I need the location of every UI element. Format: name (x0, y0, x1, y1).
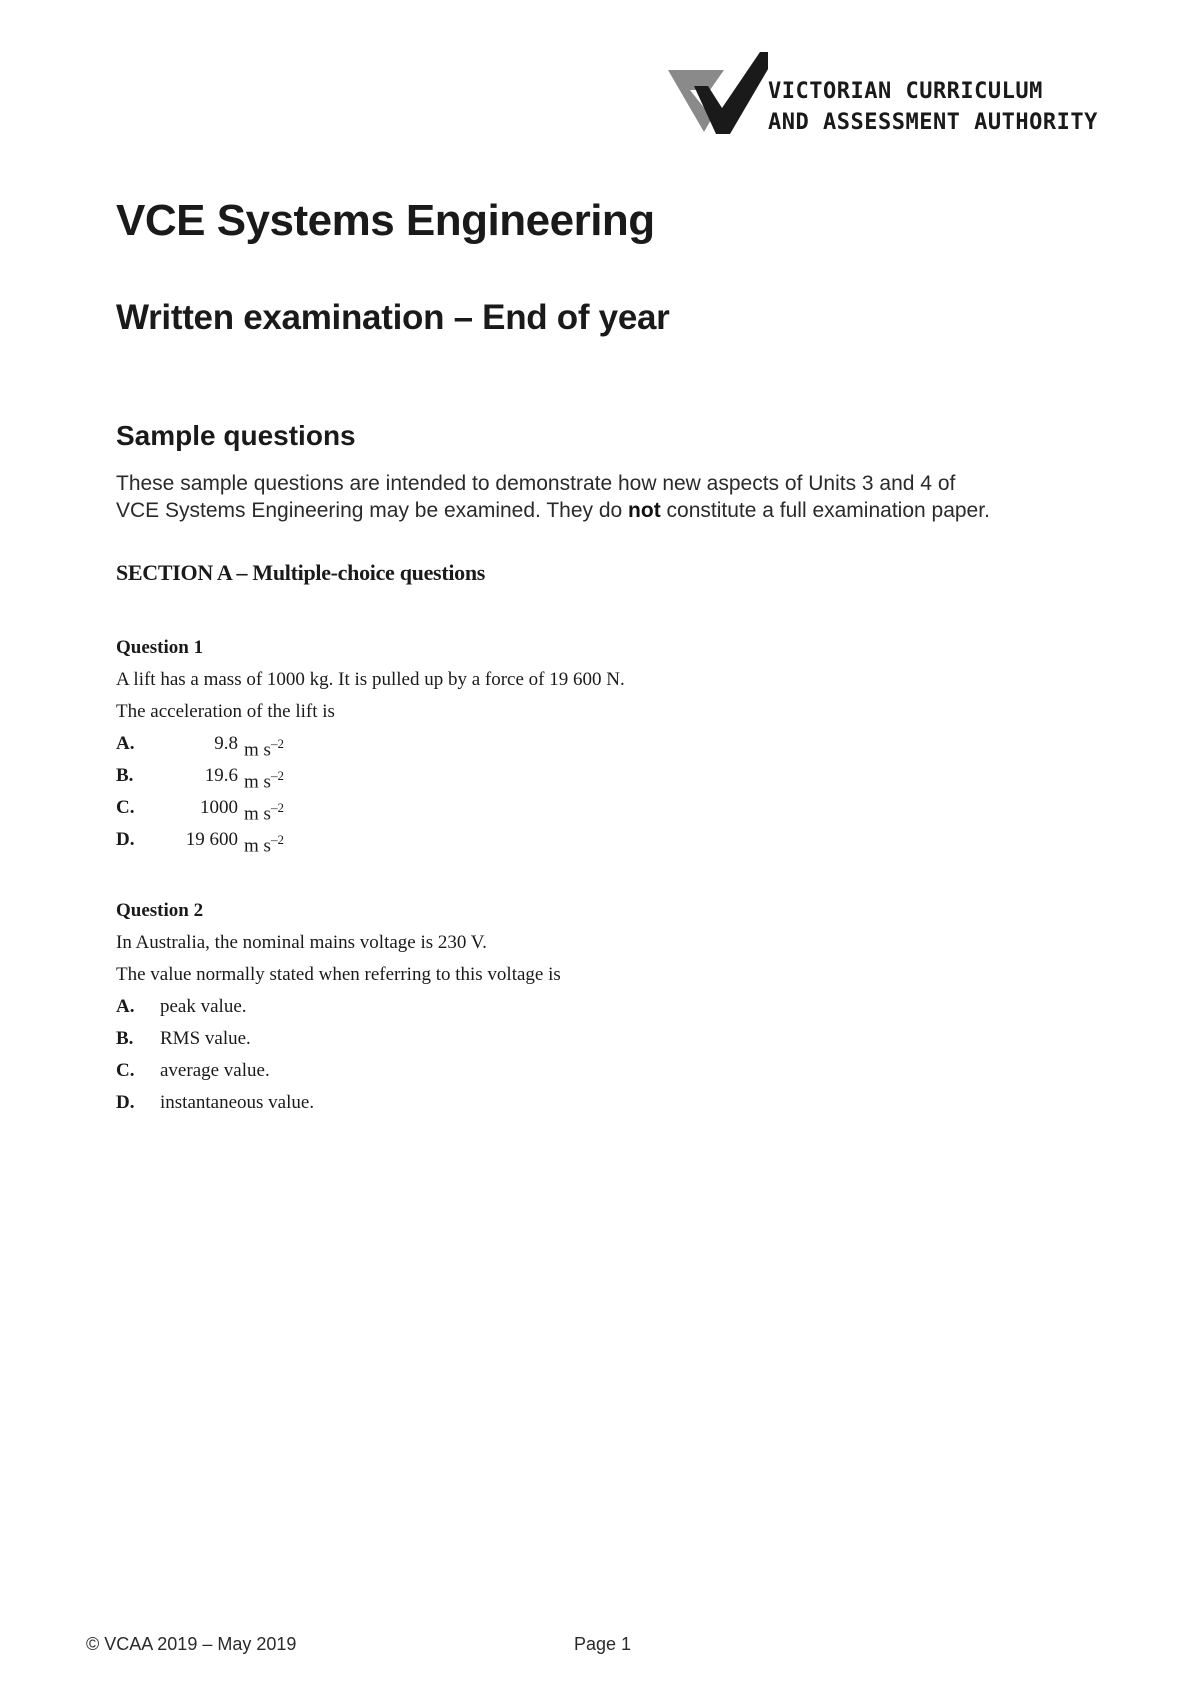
option-value: 1000 (200, 797, 238, 818)
unit-exponent: –2 (270, 832, 284, 847)
option-unit (244, 728, 284, 760)
option-a (116, 728, 1016, 760)
unit-text: m s (244, 739, 271, 761)
unit-text: m s (244, 803, 271, 825)
option-letter: D. (116, 829, 135, 850)
question-prompt: The acceleration of the lift is (116, 701, 335, 722)
section-a-heading: SECTION A – Multiple-choice questions (116, 560, 486, 585)
footer-page-number: Page 1 (574, 1634, 632, 1654)
intro-line-2b: constitute a full examination paper. (660, 499, 990, 522)
option-letter: D. (116, 1092, 135, 1113)
sample-questions-heading: Sample questions (116, 420, 356, 451)
logo-text (768, 76, 1098, 138)
unit-exponent: –2 (270, 736, 284, 751)
question-1 (116, 632, 1016, 856)
option-value: 19 600 (185, 829, 238, 850)
option-text: peak value. (160, 996, 247, 1017)
option-unit (244, 792, 284, 824)
unit-exponent: –2 (270, 768, 284, 783)
option-letter: B. (116, 1028, 134, 1049)
option-unit (244, 824, 284, 856)
logo-line-1: VICTORIAN CURRICULUM (768, 79, 1043, 104)
unit-exponent: –2 (270, 800, 284, 815)
intro-emphasis: not (628, 499, 661, 522)
option-value: 19.6 (204, 765, 238, 786)
option-b (116, 1023, 1016, 1055)
vcaa-logo (668, 52, 1100, 136)
option-letter: B. (116, 765, 134, 786)
option-text: average value. (160, 1060, 270, 1081)
option-letter: C. (116, 797, 135, 818)
logo-line-2: AND ASSESSMENT AUTHORITY (768, 110, 1098, 135)
option-letter: C. (116, 1060, 135, 1081)
question-prompt: The value normally stated when referring to this voltage is (116, 964, 561, 985)
option-a (116, 991, 1016, 1023)
option-b (116, 760, 1016, 792)
intro-line-2a: VCE Systems Engineering may be examined. They do (116, 499, 629, 522)
intro-paragraph (116, 470, 1116, 524)
unit-text: m s (244, 771, 271, 793)
intro-line-1: These sample questions are intended to demonstrate how new aspects of Units 3 and 4 of (116, 472, 956, 495)
question-label: Question 2 (116, 900, 204, 921)
option-text: instantaneous value. (160, 1092, 315, 1113)
option-letter: A. (116, 996, 135, 1017)
document-subtitle: Written examination – End of year (116, 298, 670, 337)
question-stem: A lift has a mass of 1000 kg. It is pulled up by a force of 19 600 N. (116, 669, 625, 690)
unit-text: m s (244, 835, 271, 857)
document-title: VCE Systems Engineering (116, 196, 655, 245)
footer-copyright: © VCAA 2019 – May 2019 (86, 1634, 297, 1654)
question-2 (116, 895, 1016, 1119)
option-text: RMS value. (160, 1028, 251, 1049)
option-letter: A. (116, 733, 135, 754)
option-c (116, 1055, 1016, 1087)
option-unit (244, 760, 284, 792)
question-label: Question 1 (116, 637, 204, 658)
option-c (116, 792, 1016, 824)
option-d (116, 1087, 1016, 1119)
vcaa-checkmark-icon (668, 52, 768, 136)
question-stem: In Australia, the nominal mains voltage is 230 V. (116, 932, 487, 953)
option-value: 9.8 (214, 733, 238, 754)
option-d (116, 824, 1016, 856)
